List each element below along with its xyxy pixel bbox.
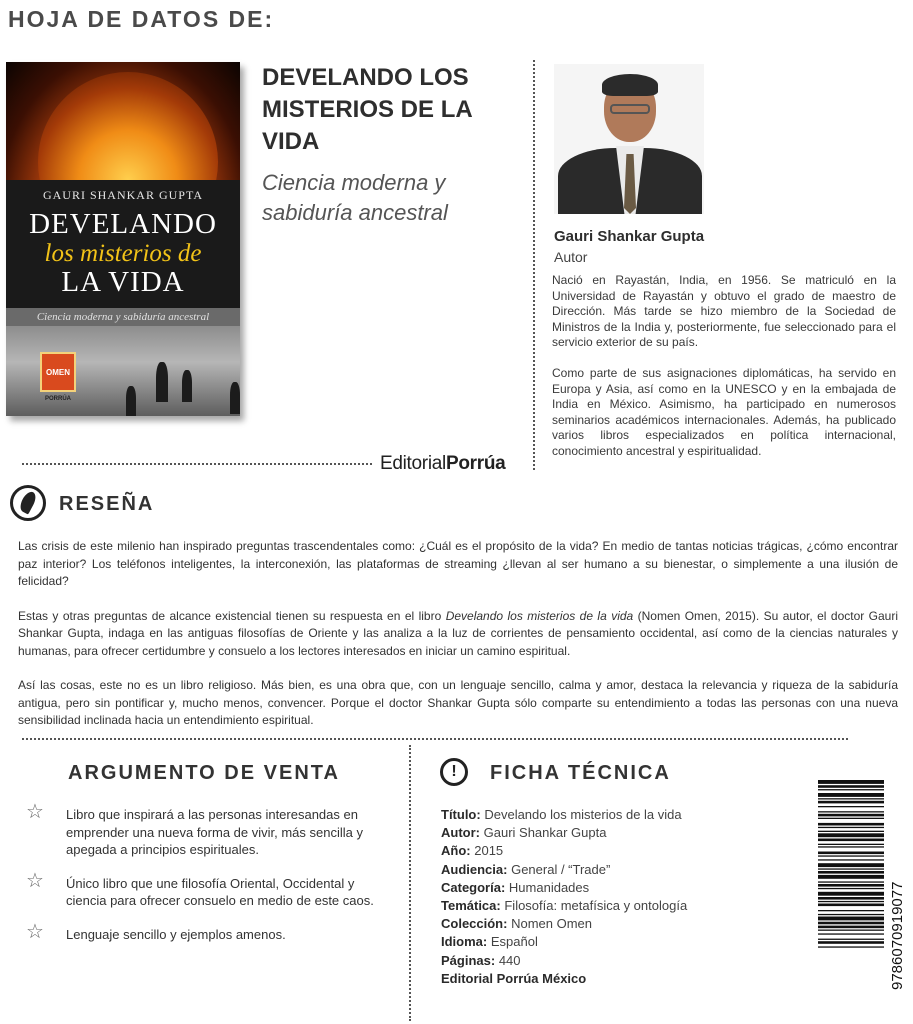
cover-author: GAURI SHANKAR GUPTA bbox=[42, 188, 204, 202]
barcode-bar bbox=[818, 884, 884, 887]
author-bio-paragraph: Como parte de sus asignaciones diplomáticas, ha servido en Europa y Asia, así como en la UNESCO y en la embajada de India en México. Asimismo, ha participado en numerosos seminarios académicos internacionales. Además, ha publicado varios libros especializados en política internacional, conocimiento ancestral y espiritualidad. bbox=[552, 365, 896, 458]
barcode-bar bbox=[818, 846, 884, 847]
arguments-heading: ARGUMENTO DE VENTA bbox=[68, 762, 340, 784]
barcode-bar bbox=[818, 904, 884, 907]
barcode-bar bbox=[818, 917, 884, 921]
author-name: Gauri Shankar Gupta bbox=[554, 228, 705, 245]
ficha-row: Audiencia: General / “Trade” bbox=[441, 861, 611, 877]
barcode-bar bbox=[818, 789, 884, 790]
barcode-bar bbox=[818, 839, 884, 842]
barcode-bar bbox=[818, 946, 884, 947]
barcode-bar bbox=[818, 933, 884, 934]
ficha-row: Autor: Gauri Shankar Gupta bbox=[441, 825, 607, 841]
cover-title-line1: DEVELANDO bbox=[29, 208, 217, 240]
cover-figure bbox=[126, 386, 136, 416]
info-icon: ! bbox=[440, 758, 468, 786]
review-paragraph: Así las cosas, este no es un libro religioso. Más bien, es una obra que, con un lenguaje sencillo, calma y amor, destaca la relevancia y riqueza de la sabiduría antigua, pero sin pontificar y, mucho menos, convencer. Porque el doctor Shankar Gupta sólo comparte su entendimiento a todas las personas con una nueva sensibilidad inclinada hacia un entendimiento espiritual. bbox=[18, 678, 898, 727]
horizontal-divider bbox=[22, 738, 848, 740]
barcode-bar bbox=[818, 939, 884, 940]
review-text bbox=[18, 538, 898, 747]
ficha-list bbox=[441, 806, 801, 988]
isbn-label bbox=[888, 780, 908, 992]
barcode-bar bbox=[818, 831, 884, 832]
barcode-bar bbox=[818, 855, 884, 856]
barcode-bar bbox=[818, 871, 884, 874]
ficha-row: Temática: Filosofía: metafísica y ontología bbox=[441, 898, 688, 914]
ficha-row: Categoría: Humanidades bbox=[441, 879, 590, 895]
barcode-bar bbox=[818, 811, 884, 812]
star-icon: ☆ bbox=[26, 920, 44, 943]
author-bio bbox=[552, 273, 896, 475]
author-bio-paragraph: Nació en Rayastán, India, en 1956. Se matriculó en la Universidad de Rayastán y obtuvo el grado de maestro de Dirección. Más tarde se hizo miembro de la Sociedad de Ministros de la India y, posteriormente, fue seleccionado para el servicio exterior de su país. bbox=[552, 273, 896, 350]
cover-figure bbox=[156, 362, 168, 402]
barcode-bar bbox=[818, 798, 884, 799]
ficha-row: Título: Develando los misterios de la vida bbox=[441, 807, 682, 822]
barcode-bar bbox=[818, 801, 884, 804]
barcode-bar bbox=[818, 827, 884, 828]
barcode-bar bbox=[818, 930, 884, 931]
barcode-bar bbox=[818, 806, 884, 807]
barcode-bar bbox=[818, 852, 884, 855]
horizontal-divider bbox=[22, 463, 372, 465]
barcode-bar bbox=[818, 785, 884, 788]
cover-subtitle: Ciencia moderna y sabiduría ancestral bbox=[6, 308, 240, 326]
review-heading: RESEÑA bbox=[59, 493, 155, 515]
author-role: Autor bbox=[554, 249, 588, 265]
barcode-bar bbox=[818, 892, 884, 896]
cover-figure bbox=[230, 382, 240, 414]
arguments-list bbox=[26, 801, 386, 959]
barcode-bar bbox=[818, 793, 884, 797]
publisher-logo: EditorialPorrúa bbox=[380, 453, 506, 474]
barcode-image bbox=[818, 780, 884, 992]
book-subtitle: Ciencia moderna y sabiduría ancestral bbox=[262, 170, 448, 225]
vertical-divider bbox=[409, 745, 411, 1021]
page-header: HOJA DE DATOS DE: bbox=[8, 6, 275, 32]
review-paragraph: Las crisis de este milenio han inspirado preguntas trascendentales como: ¿Cuál es el propósito de la vida? En medio de tantas noticias trágicas, ¿cómo encontrar paz interior? Los teléfonos inteligentes, la interconexión, las plataformas de streaming ¿llevan al ser humano a su bienestar, o simplemente a una ilusión de felicidad? bbox=[18, 539, 898, 588]
cover-title-line2: los misterios de bbox=[44, 240, 202, 267]
barcode-bar bbox=[818, 922, 884, 925]
vertical-divider bbox=[533, 60, 535, 470]
ficha-row: Páginas: 440 bbox=[441, 952, 521, 968]
barcode-bar bbox=[818, 814, 884, 817]
barcode-bar bbox=[818, 888, 884, 889]
barcode-bar bbox=[818, 818, 884, 819]
book-title: DEVELANDO LOS MISTERIOS DE LA VIDA bbox=[262, 64, 472, 155]
barcode-bar bbox=[818, 897, 884, 900]
list-item: ☆ Lenguaje sencillo y ejemplos amenos. bbox=[26, 920, 286, 943]
barcode-bar bbox=[818, 941, 884, 944]
barcode-bar bbox=[818, 823, 884, 826]
star-icon: ☆ bbox=[26, 869, 44, 892]
barcode-bar bbox=[818, 881, 884, 882]
ficha-row: Idioma: Español bbox=[441, 934, 538, 950]
cover-publisher-mark: PORRÚA bbox=[44, 396, 71, 402]
barcode-bar bbox=[818, 863, 884, 867]
barcode-bar bbox=[818, 780, 884, 784]
ficha-row: Colección: Nomen Omen bbox=[441, 916, 593, 932]
quill-icon bbox=[10, 485, 46, 521]
ficha-footer: Editorial Porrúa México bbox=[441, 970, 587, 986]
series-logo: OMEN bbox=[40, 352, 76, 392]
review-paragraph: Estas y otras preguntas de alcance existencial tienen su respuesta en el libro Develando los misterios de la vida (Nomen Omen, 2015). Su autor, el doctor Gauri Shankar Gupta, indaga en las antiguas filosofías de Oriente y las analiza a la luz de corrientes de pensamiento occidental, así como de la ciencias naturales y humanas, para ofrecer certidumbre y consuelo a los lectores interesados en iniciar un camino espiritual. bbox=[18, 608, 899, 658]
barcode-bar bbox=[818, 875, 884, 879]
barcode-bar bbox=[818, 859, 884, 860]
barcode-bar bbox=[818, 868, 884, 869]
author-photo bbox=[554, 64, 704, 214]
cover-title-line3: LA VIDA bbox=[61, 266, 185, 298]
isbn-number: 9786070919077 bbox=[889, 881, 906, 990]
barcode-bar bbox=[818, 901, 884, 902]
ficha-heading: FICHA TÉCNICA bbox=[490, 762, 671, 784]
star-icon: ☆ bbox=[26, 801, 44, 823]
list-item: ☆ Libro que inspirará a las personas interesandas en emprender una nueva forma de vivir, más sencilla y apegada a principios espirituales. bbox=[26, 801, 363, 857]
list-item: ☆ Único libro que une filosofía Oriental, Occidental y ciencia para ofrecer consuelo en medio de este caos. bbox=[26, 869, 374, 908]
book-cover-image bbox=[6, 62, 240, 416]
barcode-bar bbox=[818, 844, 884, 845]
barcode-bar bbox=[818, 926, 884, 929]
barcode-bar bbox=[818, 833, 884, 837]
barcode-bar bbox=[818, 910, 884, 911]
cover-figure bbox=[182, 370, 192, 402]
ficha-row: Año: 2015 bbox=[441, 843, 504, 859]
barcode-bar bbox=[818, 914, 884, 915]
